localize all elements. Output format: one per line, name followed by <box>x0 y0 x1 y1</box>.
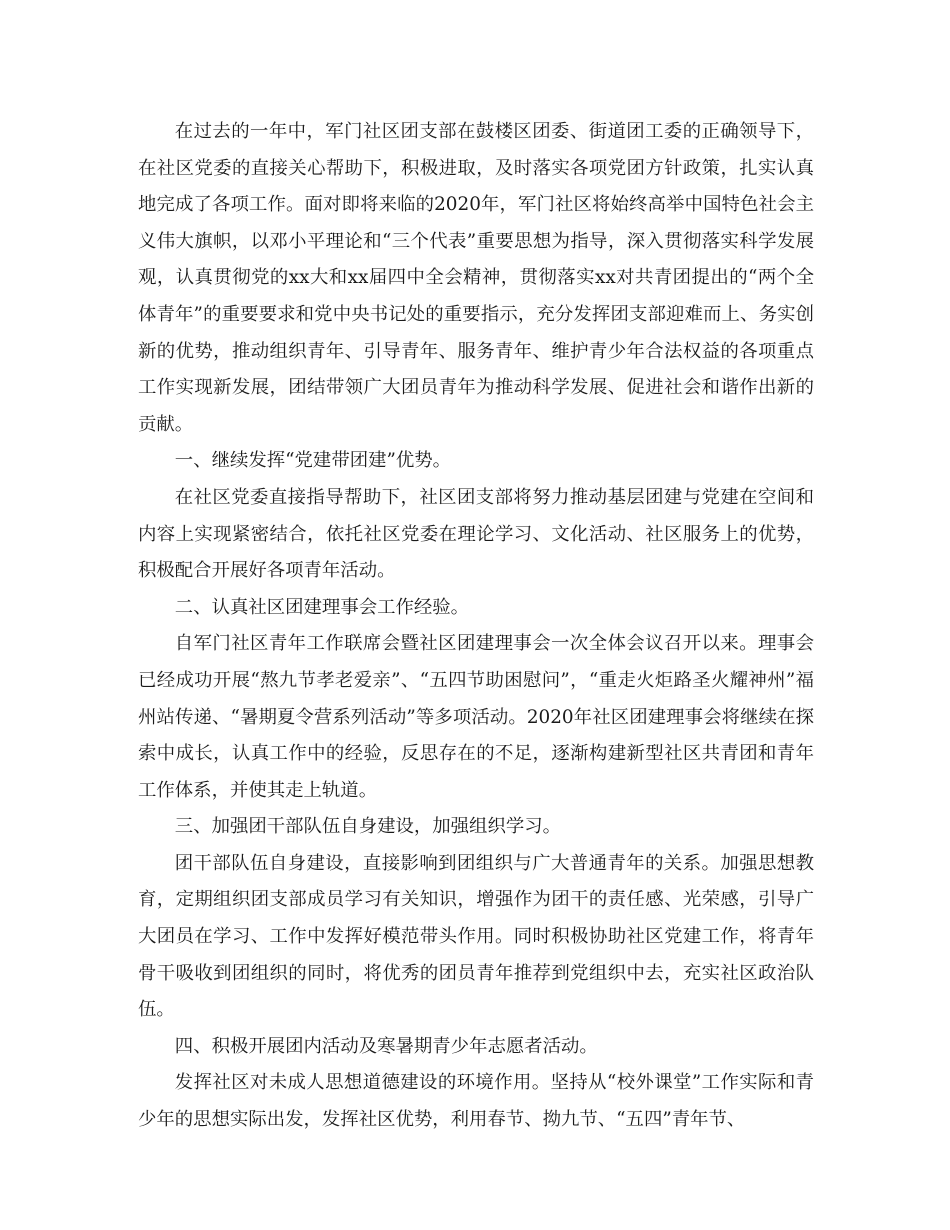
section-3-paragraph: 团干部队伍自身建设，直接影响到团组织与广大普通青年的关系。加强思想教育，定期组织团支部成员学习有关知识，增强作为团干的责任感、光荣感，引导广大团员在学习、工作中发挥好模范带头作用。同时积极协助社区党建工作，将青年骨干吸收到团组织的同时，将优秀的团员青年推荐到党组织中去，充实社区政治队伍。 <box>138 852 814 1021</box>
section-heading-2: 二、认真社区团建理事会工作经验。 <box>174 596 470 618</box>
document-body <box>138 114 814 1139</box>
section-heading-4: 四、积极开展团内活动及寒暑期青少年志愿者活动。 <box>174 1035 598 1057</box>
section-2-paragraph: 自军门社区青年工作联席会暨社区团建理事会一次全体会议召开以来。理事会已经成功开展“熬九节孝老爱亲”、“五四节助困慰问”，“重走火炬路圣火耀神州”福州站传递、“暑期夏令营系列活动”等多项活动。2020年社区团建理事会将继续在探索中成长，认真工作中的经验，反思存在的不足，逐渐构建新型社区共青团和青年工作体系，并使其走上轨道。 <box>138 633 814 801</box>
intro-paragraph: 在过去的一年中，军门社区团支部在鼓楼区团委、街道团工委的正确领导下，在社区党委的直接关心帮助下，积极进取，及时落实各项党团方针政策，扎实认真地完成了各项工作。面对即将来临的2020年，军门社区将始终高举中国特色社会主义伟大旗帜，以邓小平理论和“三个代表”重要思想为指导，深入贯彻落实科学发展观，认真贯彻党的xx大和xx届四中全会精神，贯彻落实xx对共青团提出的“两个全体青年”的重要要求和党中央书记处的重要指示，充分发挥团支部迎难而上、务实创新的优势，推动组织青年、引导青年、服务青年、维护青少年合法权益的各项重点工作实现新发展，团结带领广大团员青年为推动科学发展、促进社会和谐作出新的贡献。 <box>138 121 814 435</box>
section-heading-3: 三、加强团干部队伍自身建设，加强组织学习。 <box>174 816 562 838</box>
section-heading-1: 一、继续发挥“党建带团建”优势。 <box>174 450 452 472</box>
section-4-paragraph: 发挥社区对未成人思想道德建设的环境作用。坚持从“校外课堂”工作实际和青少年的思想实际出发，发挥社区优势，利用春节、拗九节、“五四”青年节、 <box>138 1072 814 1131</box>
section-1-paragraph: 在社区党委直接指导帮助下，社区团支部将努力推动基层团建与党建在空间和内容上实现紧密结合，依托社区党委在理论学习、文化活动、社区服务上的优势，积极配合开展好各项青年活动。 <box>138 486 814 582</box>
